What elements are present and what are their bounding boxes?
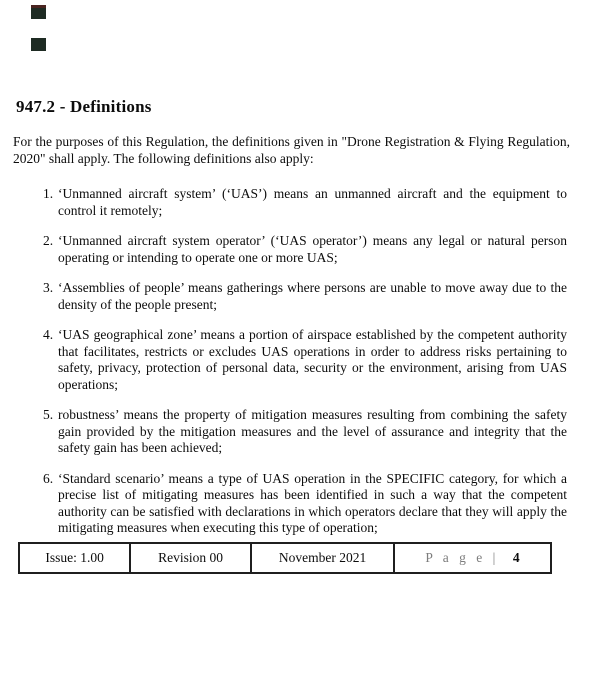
list-item-number: 6. (43, 470, 54, 486)
footer-issue-cell: Issue: 1.00 (45, 550, 104, 565)
list-item-number: 1. (43, 186, 54, 201)
intro-paragraph: For the purposes of this Regulation, the definitions given in "Drone Registration & Flying Regulation, 2020" shall apply. The following definitions also apply: (13, 134, 570, 166)
list-item (43, 327, 567, 393)
list-item-text: ‘Unmanned aircraft system operator’ (‘UAS operator’) means any legal or natural person operating or intending to operate one or more UAS; (58, 233, 567, 265)
footer-table (18, 542, 552, 574)
list-item (43, 186, 567, 219)
section-heading: 947.2 - Definitions (16, 97, 152, 116)
list-item-text: ‘UAS geographical zone’ means a portion of airspace established by the competent authority that facilitates, restricts or excludes UAS operations in order to address risks pertaining to safety, privacy, protection of personal data, security or the environment, arising from UAS operations; (58, 327, 567, 392)
corner-mark-icon (31, 5, 46, 19)
list-item-text: ‘Unmanned aircraft system’ (‘UAS’) means an unmanned aircraft and the equipment to control it remotely; (58, 186, 567, 218)
footer-date-cell: November 2021 (250, 544, 393, 572)
list-item-number: 5. (43, 407, 54, 422)
footer-revision-cell: Revision 00 (129, 544, 250, 572)
list-item-text: ‘Assemblies of people’ means gatherings where persons are unable to move away due to the density of the people present; (58, 280, 567, 312)
list-item-text: ‘Standard scenario’ means a type of UAS operation in the SPECIFIC category, for which a precise list of mitigating measures has been identified in such a way that the competent authority can be satisfied with declarations in which operators declare that they will apply the mitigating measures when executing this type of operation; (58, 470, 567, 535)
corner-mark-icon (31, 38, 46, 51)
list-item (43, 280, 567, 313)
list-item (43, 471, 567, 537)
page-label: P a g e | (425, 550, 499, 565)
list-item (43, 233, 567, 266)
list-item-number: 3. (43, 280, 54, 295)
list-item (43, 407, 567, 457)
footer-page-cell (393, 544, 550, 572)
definition-list (43, 186, 567, 551)
page-number: 4 (512, 550, 520, 565)
list-item-number: 2. (43, 233, 54, 248)
list-item-number: 4. (43, 327, 54, 342)
list-item-text: robustness’ means the property of mitigation measures resulting from combining the safety gain provided by the mitigation measures and the level of assurance and integrity that the safety gain has been achieved; (58, 407, 567, 455)
